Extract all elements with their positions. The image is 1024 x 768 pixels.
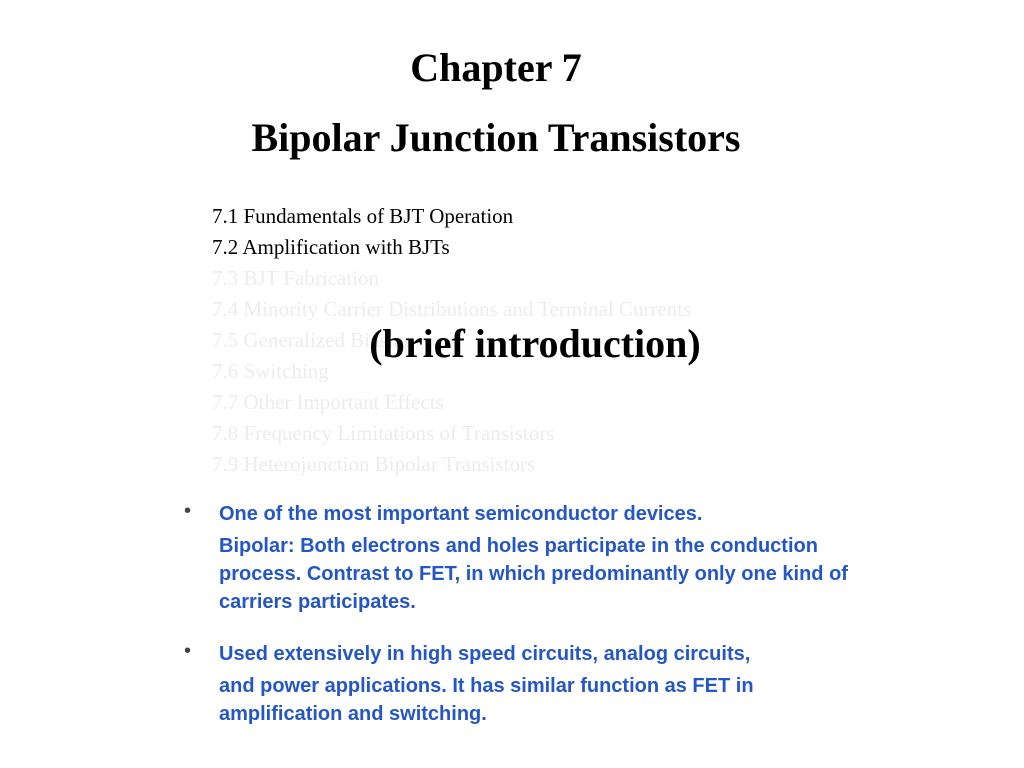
toc-item-7-5: 7.5 Generalized Biasing bbox=[212, 328, 415, 352]
bullet-line: Used extensively in high speed circuits, analog circuits, bbox=[219, 643, 751, 665]
bullet-marker: • bbox=[184, 640, 192, 662]
bullet-item bbox=[184, 640, 864, 728]
brief-introduction-label: (brief introduction) bbox=[369, 321, 701, 366]
toc-item-7-9: 7.9 Heterojunction Bipolar Transistors bbox=[212, 452, 536, 476]
chapter-subtitle: Bipolar Junction Transistors bbox=[251, 115, 741, 160]
bullet-marker: • bbox=[184, 500, 192, 522]
bullet-line: Bipolar: Both electrons and holes participate in the conduction process. Contrast to FET, in which predominantly only one kind of carriers participates. bbox=[219, 535, 848, 613]
bullet-item bbox=[184, 500, 864, 616]
bullet-line: and power applications. It has similar function as FET in amplification and switching. bbox=[219, 675, 754, 725]
bullet-list bbox=[184, 500, 864, 728]
toc-item-7-6: 7.6 Switching bbox=[212, 359, 329, 383]
toc-item-7-7: 7.7 Other Important Effects bbox=[212, 390, 444, 414]
bullet-line: One of the most important semiconductor devices. bbox=[219, 503, 703, 525]
chapter-title: Chapter 7 bbox=[410, 45, 582, 90]
toc-item-7-4: 7.4 Minority Carrier Distributions and Terminal Currents bbox=[212, 297, 692, 321]
toc-item-7-8: 7.8 Frequency Limitations of Transistors bbox=[212, 421, 555, 445]
toc-item-7-2: 7.2 Amplification with BJTs bbox=[212, 235, 450, 259]
toc-item-7-3: 7.3 BJT Fabrication bbox=[212, 266, 380, 290]
toc-item-7-1: 7.1 Fundamentals of BJT Operation bbox=[212, 204, 514, 228]
